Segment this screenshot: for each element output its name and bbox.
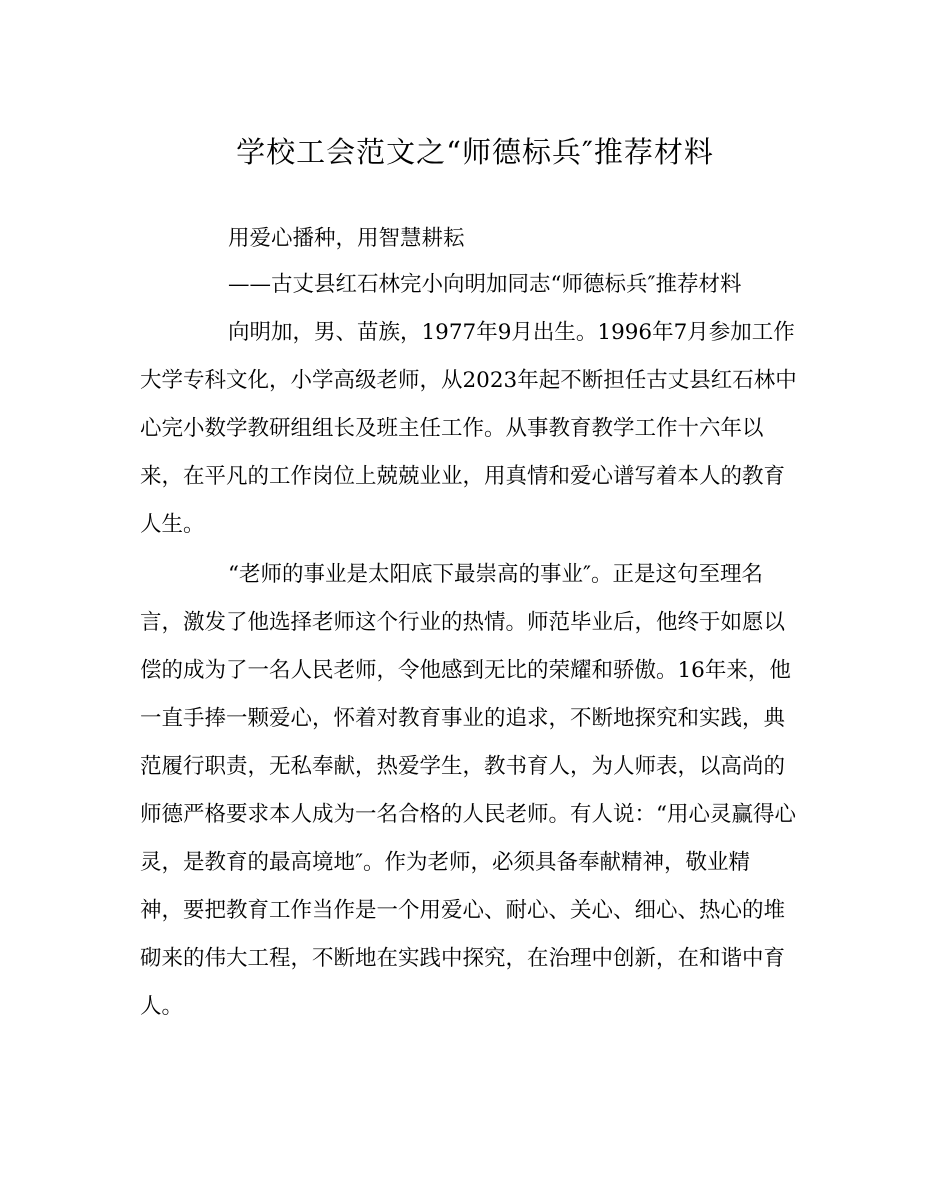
paragraph-line: “老师的事业是太阳底下最崇高的事业″。正是这句至理名 xyxy=(228,562,764,587)
subtitle: 用爱心播种，用智慧耕耘 xyxy=(228,226,465,251)
paragraph-line: 人。 xyxy=(140,994,184,1019)
paragraph-line: 偿的成为了一名人民老师，令他感到无比的荣耀和骄傲。16年来，他 xyxy=(140,658,791,683)
document-title: 学校工会范文之“师德标兵″推荐材料 xyxy=(236,135,714,169)
paragraph-line: 神，要把教育工作当作是一个用爱心、耐心、关心、细心、热心的堆 xyxy=(140,898,786,923)
paragraph-line: 人生。 xyxy=(140,512,205,537)
paragraph-line: 心完小数学教研组组长及班主任工作。从事教育教学工作十六年以 xyxy=(140,416,764,441)
paragraph-line: 范履行职责，无私奉献，热爱学生，教书育人，为人师表，以高尚的 xyxy=(140,754,786,779)
paragraph-line: 来，在平凡的工作岗位上兢兢业业，用真情和爱心谱写着本人的教育 xyxy=(140,464,786,489)
paragraph-line: 砌来的伟大工程，不断地在实践中探究，在治理中创新，在和谐中育 xyxy=(140,946,786,971)
paragraph-line: 大学专科文化，小学高级老师，从2023年起不断担任古丈县红石林中 xyxy=(140,368,797,393)
paragraph-line: 灵，是教育的最高境地″。作为老师，必须具备奉献精神，敬业精 xyxy=(140,850,751,875)
paragraph-line: 言，激发了他选择老师这个行业的热情。师范毕业后，他终于如愿以 xyxy=(140,610,786,635)
byline: ——古丈县红石林完小向明加同志“师德标兵″推荐材料 xyxy=(228,272,742,297)
paragraph-line: 师德严格要求本人成为一名合格的人民老师。有人说：“用心灵赢得心 xyxy=(140,802,796,827)
paragraph-line: 一直手捧一颗爱心，怀着对教育事业的追求，不断地探究和实践，典 xyxy=(140,706,786,731)
paragraph-line: 向明加，男、苗族，1977年9月出生。1996年7月参加工作 xyxy=(228,320,795,345)
